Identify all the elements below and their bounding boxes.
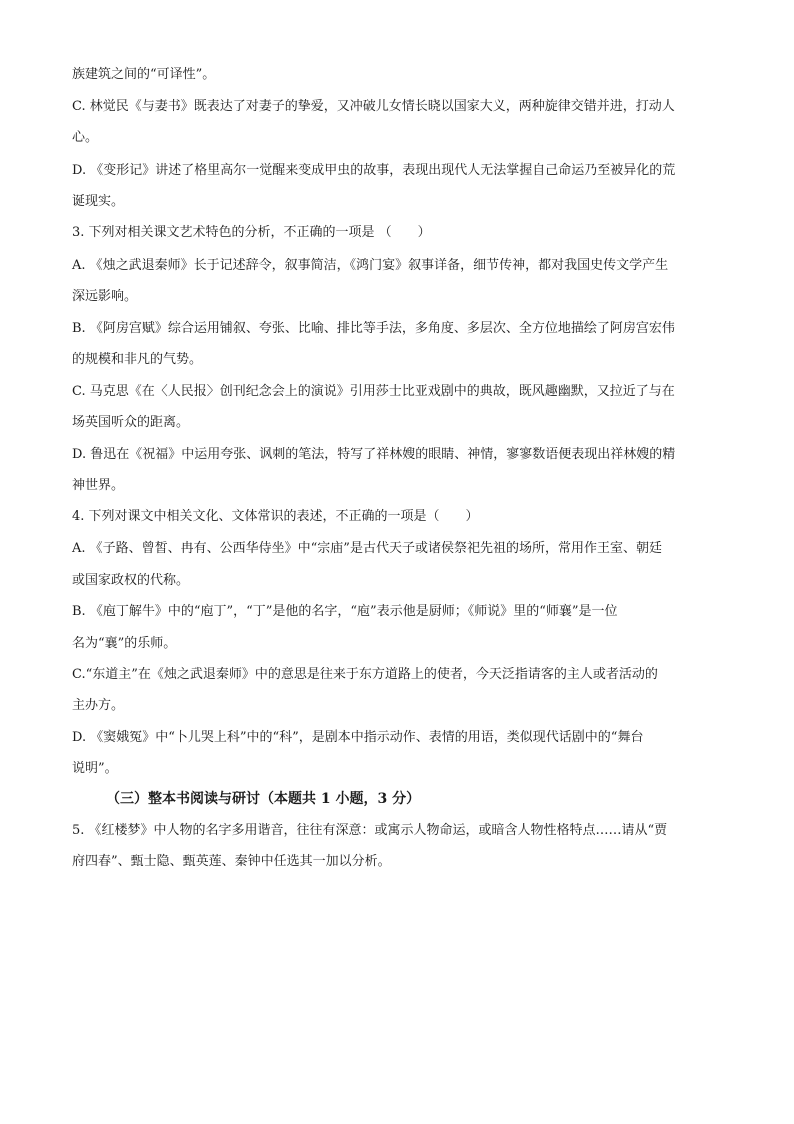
q3-option-c: C. 马克思《在〈人民报〉创刊纪念会上的演说》引用莎士比亚戏剧中的典故，既风趣幽默，又拉近了与在: [72, 384, 675, 399]
q3-option-a: A. 《烛之武退秦师》长于记述辞令，叙事简洁，《鸿门宴》叙事详备，细节传神，都对我国史传文学产生: [72, 258, 669, 273]
q3-option-b: B. 《阿房宫赋》综合运用铺叙、夸张、比喻、排比等手法，多角度、多层次、全方位地描绘了阿房宫宏伟: [72, 321, 675, 336]
question-3: 3. 下列对相关课文艺术特色的分析，不正确的一项是 （ ）: [72, 225, 431, 240]
option-c-line: C. 林觉民《与妻书》既表达了对妻子的挚爱，又冲破儿女情长晓以国家大义，两种旋律交错并进，打动人: [72, 99, 675, 114]
q4-option-c: C.“东道主”在《烛之武退秦师》中的意思是往来于东方道路上的使者，今天泛指请客的主人或者活动的: [72, 667, 658, 682]
text-line: 诞现实。: [72, 194, 125, 209]
text-line: 说明”。: [72, 761, 118, 776]
q3-option-d: D. 鲁迅在《祝福》中运用夸张、讽刺的笔法，特写了祥林嫂的眼睛、神情，寥寥数语便表现出祥林嫂的精: [72, 447, 676, 462]
text-line: 深远影响。: [72, 289, 138, 304]
question-5: 5. 《红楼梦》中人物的名字多用谐音，往往有深意：或寓示人物命运，或暗含人物性格特点……请从“贾: [72, 823, 668, 838]
text-line: 或国家政权的代称。: [72, 573, 190, 588]
q4-option-a: A. 《子路、曾皙、冉有、公西华侍坐》中“宗庙”是古代天子或诸侯祭祀先祖的场所，常用作王室、朝廷: [72, 541, 662, 556]
q4-option-b: B. 《庖丁解牛》中的“庖丁”，“丁”是他的名字，“庖”表示他是厨师；《师说》里的“师襄”是一位: [72, 604, 618, 619]
text-line: 的规模和非凡的气势。: [72, 352, 203, 367]
text-line: 府四春”、甄士隐、甄英莲、秦钟中任选其一加以分析。: [72, 854, 391, 869]
option-d-line: D. 《变形记》讲述了格里高尔一觉醒来变成甲虫的故事，表现出现代人无法掌握自己命运乃至被异化的荒: [72, 163, 676, 178]
section-heading: （三）整本书阅读与研讨（本题共 1 小题，3 分）: [106, 791, 421, 807]
text-line: 族建筑之间的“可译性”。: [72, 67, 216, 82]
text-line: 神世界。: [72, 478, 125, 493]
text-line: 场英国听众的距离。: [72, 415, 190, 430]
text-line: 心。: [72, 130, 99, 145]
text-line: 主办方。: [72, 698, 125, 713]
q4-option-d: D. 《窦娥冤》中“卜儿哭上科”中的“科”，是剧本中指示动作、表情的用语，类似现代话剧中的“舞台: [72, 730, 644, 745]
text-line: 名为“襄”的乐师。: [72, 636, 177, 651]
question-4: 4. 下列对课文中相关文化、文体常识的表述，不正确的一项是（ ）: [72, 509, 479, 524]
